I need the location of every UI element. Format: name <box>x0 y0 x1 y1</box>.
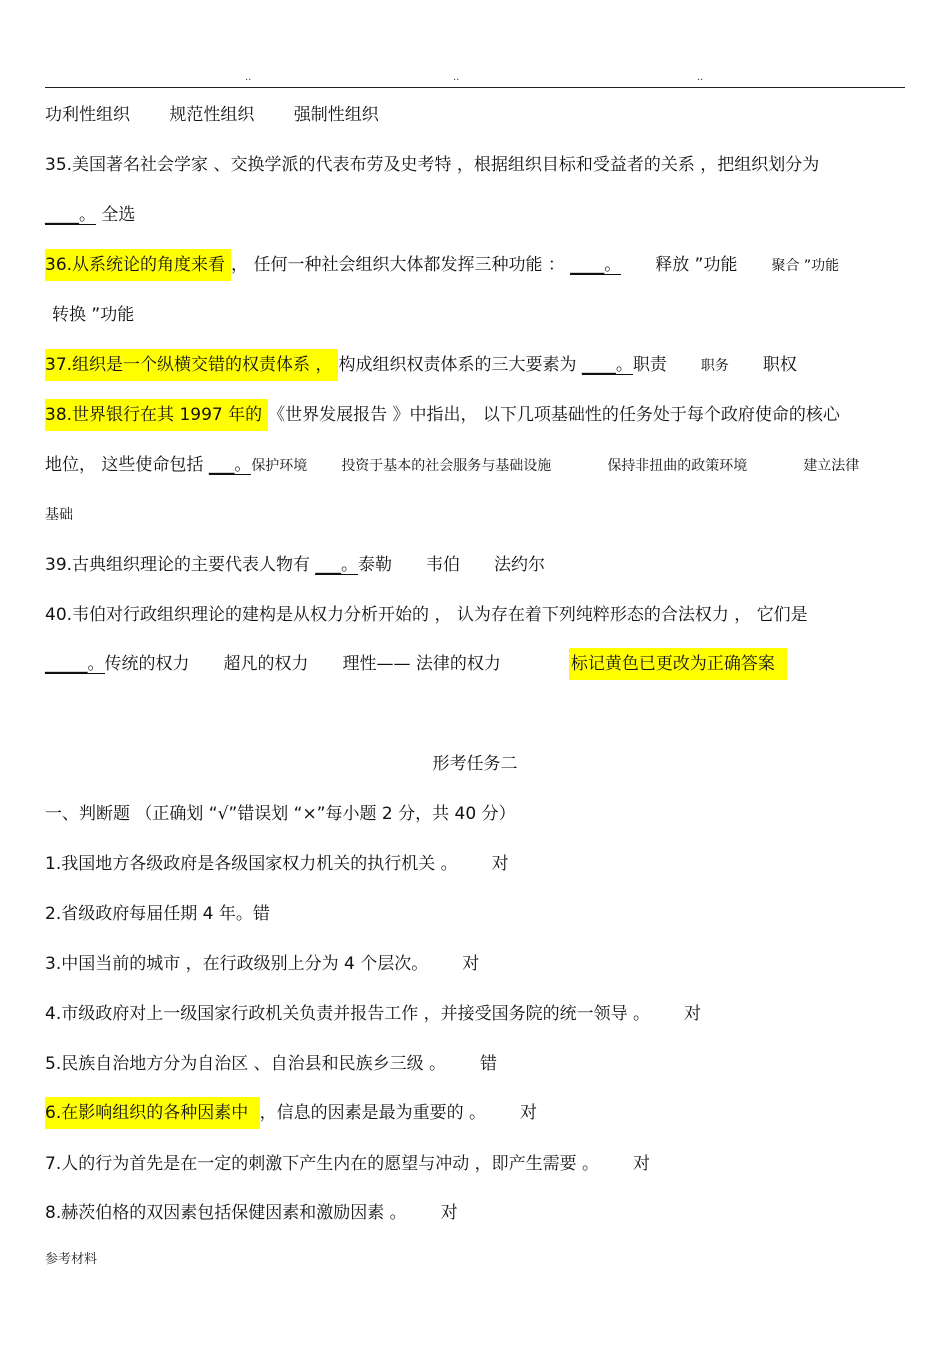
judge-item <box>45 1200 458 1226</box>
item-answer: 对 <box>520 1103 538 1123</box>
question-35 <box>45 152 819 178</box>
item-answer: 错 <box>480 1054 498 1074</box>
highlight-note: 标记黄色已更改为正确答案 <box>569 648 787 680</box>
header-dot: .. <box>245 72 252 83</box>
answer: 聚合 ”功能 <box>771 258 840 274</box>
answer-line <box>45 102 379 128</box>
judge-item <box>45 1151 650 1177</box>
answer: 基础 <box>45 507 73 523</box>
item-answer: 对 <box>491 854 509 874</box>
answer-blank: ___。 <box>315 555 358 575</box>
answer: 职权 <box>762 355 797 375</box>
item-text: 1.我国地方各级政府是各级国家权力机关的执行机关 。 <box>45 854 458 874</box>
question-38 <box>45 402 840 428</box>
question-38-answer <box>45 452 859 479</box>
item-text: ，信息的因素是最为重要的 。 <box>259 1103 487 1123</box>
answer: 泰勒 <box>357 555 392 575</box>
question-text: 40.韦伯对行政组织理论的建构是从权力分析开始的 ， 认为存在着下列纯粹形态的合法权力 ， 它们是 <box>45 605 808 625</box>
highlight: 38.世界银行在其 1997 年的 <box>45 399 268 431</box>
highlight: 37.组织是一个纵横交错的权责体系 ， <box>45 349 338 381</box>
judge-item <box>45 901 270 927</box>
answer: 转换 ”功能 <box>52 305 135 325</box>
footer-note: 参考材料 <box>45 1252 98 1267</box>
answer: 理性—— 法律的权力 <box>342 654 501 674</box>
part-heading: 一、判断题 （正确划 “√”错误划 “×”每小题 2 分，共 40 分） <box>45 804 516 824</box>
item-text: 8.赫茨伯格的双因素包括保健因素和激励因素 。 <box>45 1203 407 1223</box>
answer: 职务 <box>700 358 729 374</box>
answer-blank: _____。 <box>45 654 105 674</box>
answer-blank: ____。 <box>581 355 633 375</box>
answer-blank: ___。 <box>208 455 252 475</box>
answer: 传统的权力 <box>104 654 190 674</box>
answer: 超凡的权力 <box>223 654 309 674</box>
question-38-answer-cont <box>45 502 73 528</box>
item-answer: 对 <box>633 1154 651 1174</box>
answer: 韦伯 <box>425 555 460 575</box>
question-text: 39.古典组织理论的主要代表人物有 <box>45 555 316 575</box>
question-39 <box>45 552 545 578</box>
answer: 职责 <box>632 355 667 375</box>
item-text: 7.人的行为首先是在一定的刺激下产生内在的愿望与冲动 ，即产生需要 。 <box>45 1154 600 1174</box>
question-40-answer <box>45 651 787 677</box>
item-text: 4.市级政府对上一级国家行政机关负责并报告工作 ，并接受国务院的统一领导 。 <box>45 1004 651 1024</box>
judge-item <box>45 1100 537 1126</box>
item-text: 5.民族自治地方分为自治区 、自治县和民族乡三级 。 <box>45 1054 447 1074</box>
section-title: 形考任务二 <box>432 754 518 774</box>
answer: 保护环境 <box>251 458 308 474</box>
answer: 保持非扭曲的政策环境 <box>607 458 748 474</box>
highlight: 36.从系统论的角度来看 <box>45 249 231 281</box>
answer: 投资于基本的社会服务与基础设施 <box>341 458 552 474</box>
header-dot: .. <box>697 72 704 83</box>
question-37 <box>45 352 797 379</box>
item-answer: 对 <box>462 954 480 974</box>
item-answer: 对 <box>440 1203 458 1223</box>
judge-item <box>45 1051 497 1077</box>
item-text: 3.中国当前的城市 ，在行政级别上分为 4 个层次。 <box>45 954 429 974</box>
question-36-answer <box>52 302 134 328</box>
answer-blank: ____。 <box>45 205 96 225</box>
question-text: ， 任何一种社会组织大体都发挥三种功能 ： <box>231 255 571 275</box>
header-dot: .. <box>453 72 460 83</box>
option: 功利性组织 <box>45 105 130 125</box>
judge-item <box>45 951 479 977</box>
answer: 释放 ”功能 <box>655 255 738 275</box>
question-40 <box>45 602 808 628</box>
judge-item <box>45 851 509 877</box>
question-text: 地位， 这些使命包括 <box>45 455 209 475</box>
question-36 <box>45 252 839 279</box>
header-rule <box>45 87 905 88</box>
answer-blank: ____。 <box>570 255 622 275</box>
question-35-answer <box>45 202 135 228</box>
option: 规范性组织 <box>169 105 255 125</box>
judge-item <box>45 1001 701 1027</box>
question-text: 35.美国著名社会学家 、交换学派的代表布劳及史考特 ，根据组织目标和受益者的关系 ，把组织划分为 <box>45 155 820 175</box>
highlight: 6.在影响组织的各种因素中 <box>45 1097 260 1129</box>
item-text: 2.省级政府每届任期 4 年。 <box>45 904 253 924</box>
question-text: 《世界发展报告 》中指出， 以下几项基础性的任务处于每个政府使命的核心 <box>268 405 840 425</box>
answer: 全选 <box>101 205 136 225</box>
question-text: 构成组织权责体系的三大要素为 <box>338 355 582 375</box>
item-answer: 对 <box>684 1004 702 1024</box>
item-answer: 错 <box>252 904 270 924</box>
answer: 建立法律 <box>803 458 860 474</box>
option: 强制性组织 <box>293 105 379 125</box>
answer: 法约尔 <box>493 555 545 575</box>
